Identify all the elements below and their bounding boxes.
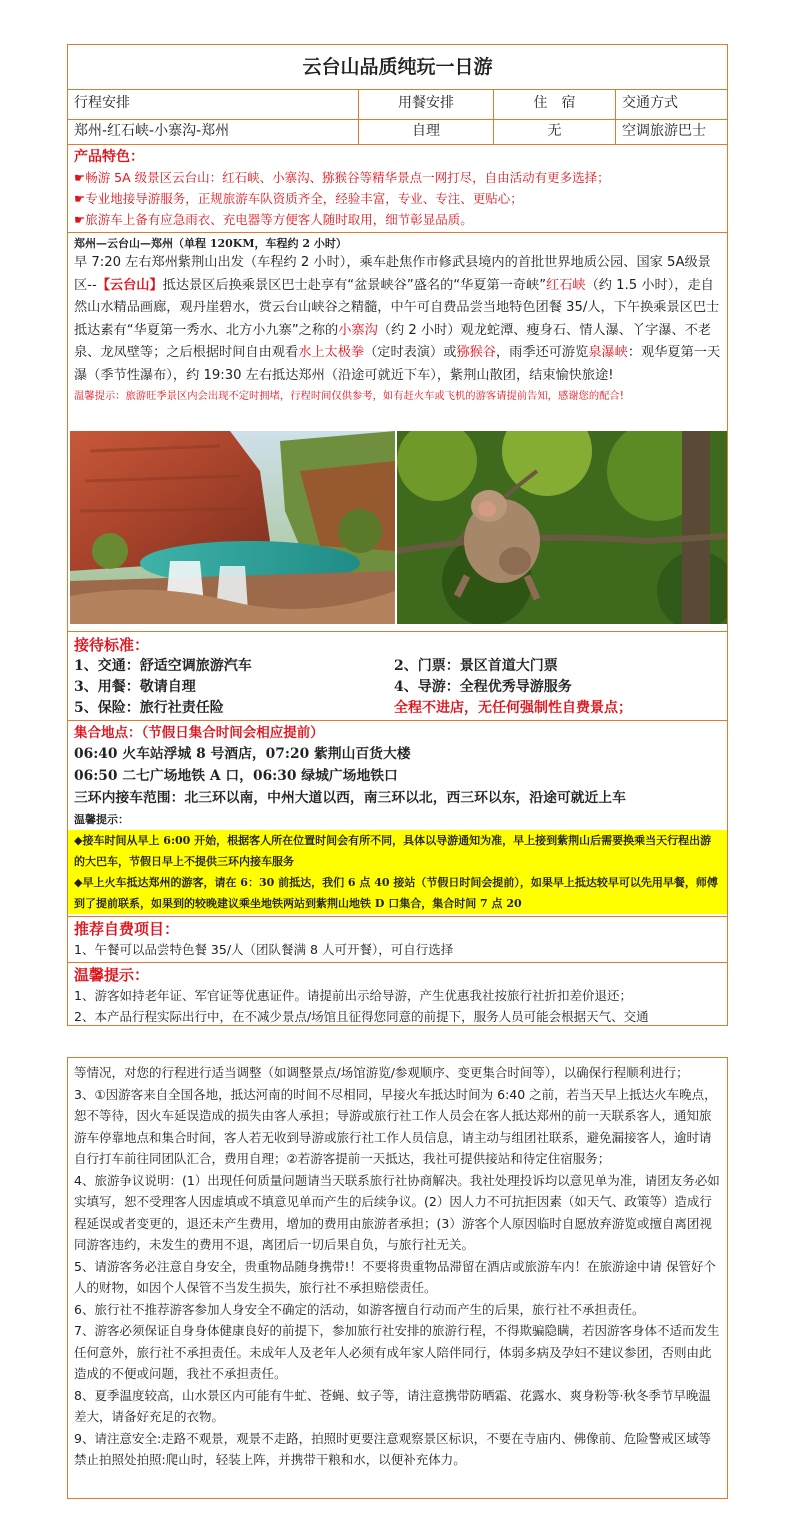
note-item: 4、旅游争议说明：(1）出现任何质量问题请当天联系旅行社协商解决。我社处理投诉均以意见单为准，请团友务必如实填写，恕不受理客人因虚填或不填意见单而产生的后续争议。(2）因人力不可抗拒因素（如天气、政策等）造成行程延误或者变更的，退还未产生费用，增加的费用由旅游者承担；(3）游客个人原因临时自愿放弃游览或擅自离团视同游客违约，未发生的费用不退，离团后一切后果自负，与旅行社无关。 <box>74 1172 720 1252</box>
standards-title: 接待标准： <box>74 636 150 654</box>
header-transport: 交通方式 <box>615 90 727 119</box>
itinerary-heading: 郑州—云台山—郑州（单程 120KM，车程约 2 小时） <box>74 237 347 250</box>
table-value-row <box>68 119 727 144</box>
note-item: 2、本产品行程实际出行中，在不减少景点/场馆且征得您同意的前提下，服务人员可能会根据天气、交通 <box>74 1009 649 1024</box>
note-item: 8、夏季温度较高，山水景区内可能有牛虻、苍蝇、蚊子等，请注意携带防晒霜、花露水、爽身粉等·秋冬季节早晚温差大，请备好充足的衣物。 <box>74 1387 711 1424</box>
note-item: 7、游客必须保证自身身体健康良好的前提下，参加旅行社安排的旅游行程，不得欺骗隐瞒，若因游客身体不适而发生任何意外，旅行社不承担责任。未成年人及老年人必须有成年家人陪伴同行，体弱多病及孕妇不建议参团，否则由此造成的不便或问题，我社不承担责任。 <box>74 1323 720 1381</box>
feature-item: ☛专业地接导游服务，正规旅游车队资质齐全，经验丰富，专业、专注、更贴心； <box>74 191 523 206</box>
recommend-title: 推荐自费项目： <box>74 920 180 938</box>
standard-item: 4、导游：全程优秀导游服务 <box>394 679 572 695</box>
no-shopping-note: 全程不进店，无任何强制性自费景点； <box>394 700 632 716</box>
meeting-tip: ◆早上火车抵达郑州的游客，请在 6：30 前抵达，我们 6 点 40 接站（节假日时间会提前），如果早上抵达较早可以先用早餐，师傅到了提前联系，如果到的较晚建议乘坐地铁两站到紫荆山地铁 D 口集合，集合时间 7 点 20 <box>68 872 727 914</box>
meeting-line: 06:50 二七广场地铁 A 口，06:30 绿城广场地铁口 <box>74 768 398 784</box>
standards-section <box>68 631 727 719</box>
value-itinerary: 郑州-红石峡-小寨沟-郑州 <box>74 123 230 139</box>
header-meals: 用餐安排 <box>358 90 493 119</box>
meeting-tip: ◆接车时间从早上 6:00 开始，根据客人所在位置时间会有所不同，具体以导游通知为准，早上接到紫荆山后需要换乘当天行程出游的大巴车，节假日早上不提供三环内接车服务 <box>68 830 727 872</box>
notes-continued-card <box>67 1057 728 1499</box>
note-item: 1、游客如持老年证、军官证等优惠证件。请提前出示给导游，产生优惠我社按旅行社折扣差价退还； <box>74 988 632 1003</box>
note-item: 9、请注意安全:走路不观景，观景不走路，拍照时更要注意观察景区标识，不要在寺庙内、佛像前、危险警戒区域等禁止拍照处拍照:爬山时，轻装上阵，并携带干粮和水，以便补充体力。 <box>74 1430 712 1467</box>
notes-section <box>68 962 727 1025</box>
value-transport: 空调旅游巴士 <box>615 120 727 144</box>
header-lodging: 住 宿 <box>493 90 615 119</box>
value-lodging: 无 <box>493 120 615 144</box>
feature-item: ☛旅游车上备有应急雨衣、充电器等方便客人随时取用，细节彰显品质。 <box>74 212 473 227</box>
red-stone-gorge-photo <box>70 431 395 624</box>
standard-item: 5、保险：旅行社责任险 <box>74 700 224 716</box>
header-itinerary: 行程安排 <box>74 95 130 111</box>
note-item: 5、请游客务必注意自身安全，贵重物品随身携带!！不要将贵重物品滞留在酒店或旅游车内！在旅游途中请 保管好个人的财物，如因个人保管不当发生损失，旅行社不承担赔偿责任。 <box>74 1258 716 1295</box>
notes-title: 温馨提示： <box>74 966 150 984</box>
meeting-section <box>68 720 727 916</box>
itinerary-warning: 温馨提示：旅游旺季景区内会出现不定时拥堵，行程时间仅供参考，如有赶火车或飞机的游客请提前告知，感谢您的配合! <box>74 390 624 402</box>
standard-item: 3、用餐：敬请自理 <box>74 679 196 695</box>
feature-item: ☛畅游 5A 级景区云台山：红石峡、小寨沟、猕猴谷等精华景点一网打尽，自由活动有更多选择； <box>74 170 610 185</box>
standard-item: 1、交通：舒适空调旅游汽车 <box>74 658 252 674</box>
meeting-tip-title: 温馨提示： <box>74 813 129 826</box>
value-meals: 自理 <box>358 120 493 144</box>
meeting-title: 集合地点：（节假日集合时间会相应提前） <box>74 725 324 741</box>
features-section <box>68 144 727 232</box>
itinerary-section <box>68 232 727 429</box>
note-item: 等情况，对您的行程进行适当调整（如调整景点/场馆游览/参观顺序、变更集合时间等），以确保行程顺利进行； <box>74 1065 689 1080</box>
meeting-line: 06:40 火车站浮城 8 号酒店，07:20 紫荆山百货大楼 <box>74 746 411 762</box>
page-title: 云台山品质纯玩一日游 <box>302 56 493 78</box>
itinerary-description: 早 7:20 左右郑州紫荆山出发（车程约 2 小时），乘车赴焦作市修武县境内的首批世界地质公园、国家 5A级景区--【云台山】抵达景区后换乘景区巴士赴享有“盆景峡谷”盛名的“华夏第一奇峡”红石峡（约 1.5 小时），走自然山水精品画廊，观丹崖碧水，赏云台山峡谷之精髓，中午可自费品尝当地特色团餐 35/人，下午换乘景区巴士抵达素有“华夏第一秀水、北方小九寨”之称的小寨沟（约 2 小时）观龙蛇潭、瘦身石、情人瀑、丫字瀑、不老泉、龙凤壁等；之后根据时间自由观看水上太极拳（定时表演）或猕猴谷，雨季还可游览泉瀑峡：观华夏第一天瀑（季节性瀑布），约 19:30 左右抵达郑州（沿途可就近下车），紫荆山散团，结束愉快旅途! <box>74 255 721 383</box>
standard-item: 2、门票：景区首道大门票 <box>394 658 558 674</box>
recommend-section <box>68 916 727 962</box>
macaque-photo <box>397 431 727 624</box>
note-item: 3、①因游客来自全国各地，抵达河南的时间不尽相同，早接火车抵达时间为 6:40 之前，若当天早上抵达火车晚点，恕不等待，因火车延误造成的损失由客人承担；导游或旅行社工作人员会在客人抵达郑州的前一天联系客人，通知旅游车停靠地点和集合时间，客人若无收到导游或旅行社工作人员信息，请主动与组团社联系，避免漏接客人，逾时请自行打车前往同团队汇合，费用自理；②若游客提前一天抵达，我社可提供接站和待定住宿服务； <box>74 1086 717 1166</box>
note-item: 6、旅行社不推荐游客参加人身安全不确定的活动，如游客擅自行动而产生的后果，旅行社不承担责任。 <box>74 1301 645 1317</box>
meeting-line: 三环内接车范围：北三环以南，中州大道以西，南三环以北，西三环以东，沿途可就近上车 <box>74 790 626 806</box>
features-title: 产品特色： <box>74 149 144 165</box>
itinerary-card <box>67 44 728 1026</box>
recommend-item: 1、午餐可以品尝特色餐 35/人（团队餐满 8 人可开餐），可自行选择 <box>74 942 454 957</box>
table-header-row <box>68 89 727 119</box>
